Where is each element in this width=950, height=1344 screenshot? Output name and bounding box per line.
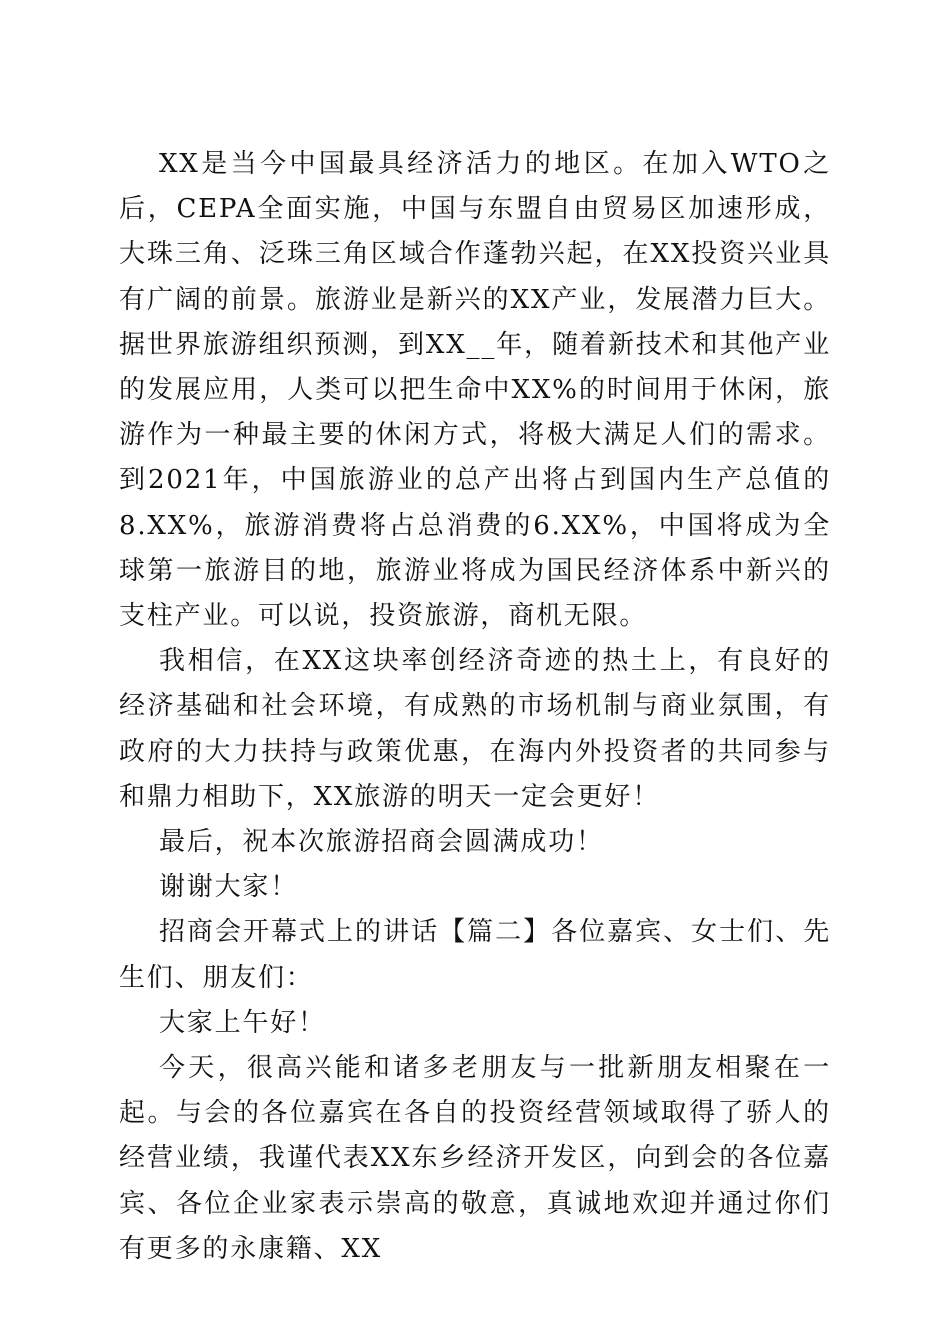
paragraph-investment-outlook: XX是当今中国最具经济活力的地区。在加入WTO之后，CEPA全面实施，中国与东盟自由贸易区加速形成，大珠三角、泛珠三角区域合作蓬勃兴起，在XX投资兴业具有广阔的前景。旅游业是新兴的XX产业，发展潜力巨大。据世界旅游组织预测，到XX__年，随着新技术和其他产业的发展应用，人类可以把生命中XX%的时间用于休闲，旅游作为一种最主要的休闲方式，将极大满足人们的需求。到2021年，中国旅游业的总产出将占到国内生产总值的8.XX%，旅游消费将占总消费的6.XX%，中国将成为全球第一旅游目的地，旅游业将成为国民经济体系中新兴的支柱产业。可以说，投资旅游，商机无限。	[119, 149, 831, 632]
document-body	[119, 142, 831, 1272]
paragraph-closing-wish: 最后，祝本次旅游招商会圆满成功！	[159, 827, 604, 858]
paragraph-greeting: 大家上午好！	[159, 1007, 326, 1038]
paragraph-speech-two-title: 招商会开幕式上的讲话【篇二】各位嘉宾、女士们、先生们、朋友们：	[119, 917, 831, 993]
paragraph-welcome: 今天，很高兴能和诸多老朋友与一批新朋友相聚在一起。与会的各位嘉宾在各自的投资经营领域取得了骄人的经营业绩，我谨代表XX东乡经济开发区，向到会的各位嘉宾、各位企业家表示崇高的敬意，真诚地欢迎并通过你们有更多的永康籍、XX	[119, 1053, 831, 1264]
paragraph-thanks: 谢谢大家！	[159, 872, 299, 903]
paragraph-confidence: 我相信，在XX这块率创经济奇迹的热土上，有良好的经济基础和社会环境，有成熟的市场机制与商业氛围，有政府的大力扶持与政策优惠，在海内外投资者的共同参与和鼎力相助下，XX旅游的明天一定会更好！	[119, 646, 831, 812]
